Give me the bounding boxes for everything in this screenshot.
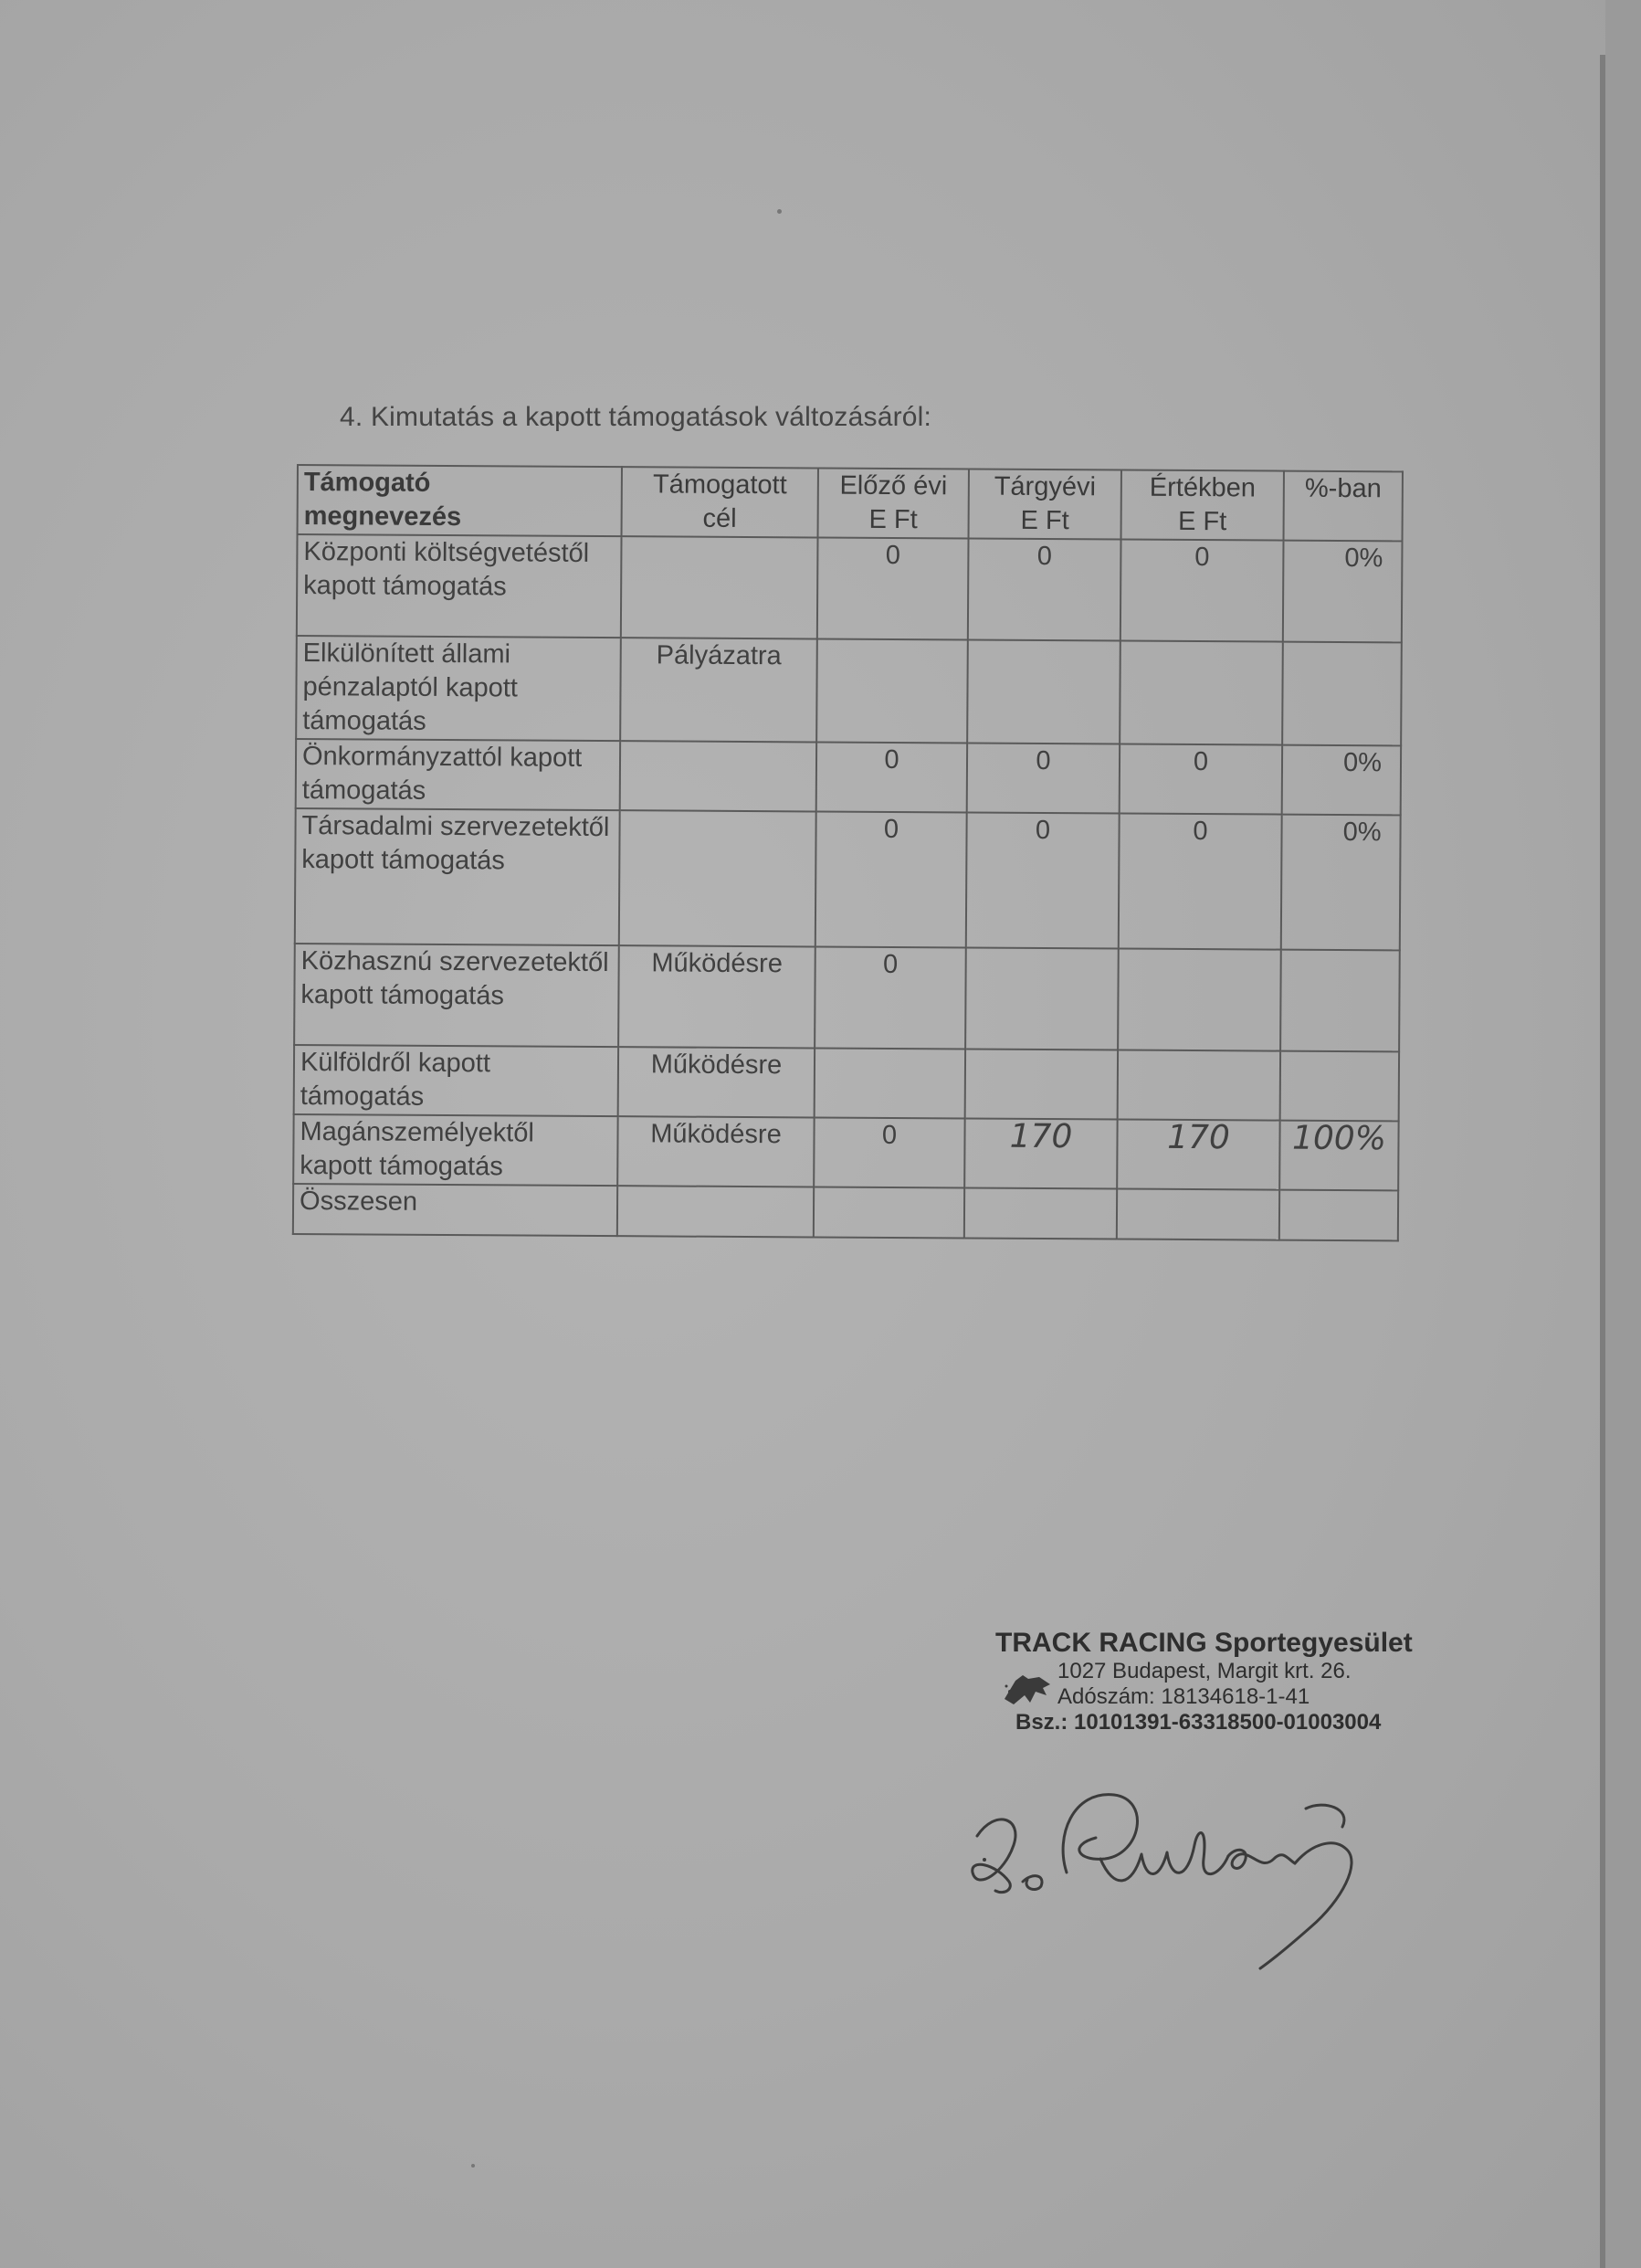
total-cell	[814, 1187, 964, 1238]
row-current: 0	[968, 538, 1121, 640]
row-purpose	[620, 741, 816, 811]
row-value: 0	[1120, 540, 1284, 642]
row-percent	[1280, 1051, 1399, 1122]
row-value-handwritten: 170	[1117, 1120, 1279, 1190]
table-row	[293, 1114, 1398, 1190]
row-name: Külföldről kapott támogatás	[294, 1045, 618, 1116]
row-name: Társadalmi szervezetektől kapott támogatás	[295, 808, 620, 945]
header-percent: %-ban	[1284, 471, 1403, 542]
row-purpose: Működésre	[618, 1047, 815, 1117]
row-previous	[816, 638, 968, 743]
total-cell	[1279, 1190, 1398, 1241]
row-percent: 0%	[1282, 745, 1401, 816]
row-current-handwritten: 170	[964, 1118, 1117, 1188]
total-label: Összesen	[293, 1184, 617, 1236]
row-percent: 0%	[1283, 541, 1403, 643]
stamp-org-name: TRACK RACING Sportegyesület	[995, 1628, 1413, 1658]
row-purpose	[619, 810, 816, 946]
row-current: 0	[966, 812, 1120, 948]
header-value: Értékben E Ft	[1121, 470, 1284, 541]
row-previous	[815, 1048, 965, 1118]
handwritten-signature	[959, 1772, 1434, 1991]
stamp-address: 1027 Budapest, Margit krt. 26.	[1057, 1659, 1352, 1683]
total-row	[293, 1184, 1398, 1240]
row-percent-handwritten: 100%	[1279, 1121, 1398, 1191]
row-name: Önkormányzattól kapott támogatás	[296, 739, 620, 810]
row-previous: 0	[815, 811, 967, 947]
dust-speck	[471, 2164, 475, 2168]
total-cell	[617, 1186, 814, 1237]
dust-speck	[777, 209, 782, 214]
total-cell	[1117, 1189, 1279, 1240]
table-row	[296, 636, 1402, 745]
row-current	[965, 947, 1119, 1050]
row-name: Magánszemélyektől kapott támogatás	[293, 1114, 617, 1186]
horse-logo-icon	[1003, 1672, 1052, 1708]
section-heading: 4. Kimutatás a kapott támogatások változásáról:	[340, 402, 932, 432]
row-value	[1118, 949, 1281, 1051]
row-purpose: Működésre	[617, 1116, 814, 1187]
row-previous: 0	[815, 946, 966, 1049]
table-row	[295, 808, 1401, 950]
total-cell	[964, 1187, 1117, 1239]
table-header-row	[298, 465, 1403, 541]
row-current	[967, 639, 1120, 744]
row-value	[1118, 1050, 1280, 1121]
row-previous: 0	[817, 537, 969, 639]
stamp-tax-number: Adószám: 18134618-1-41	[1057, 1684, 1310, 1709]
support-table	[292, 464, 1404, 1241]
table-row	[294, 1045, 1399, 1121]
row-percent	[1282, 642, 1402, 746]
row-purpose: Pályázatra	[620, 638, 817, 742]
row-percent	[1280, 950, 1400, 1052]
row-current	[965, 1049, 1118, 1119]
row-purpose	[621, 536, 818, 638]
header-supporter: Támogató megnevezés	[298, 465, 622, 536]
header-current-year: Tárgyévi E Ft	[969, 469, 1121, 539]
page-edge-shadow	[1600, 55, 1605, 2268]
row-previous: 0	[814, 1117, 964, 1187]
row-percent: 0%	[1281, 815, 1401, 951]
organization-stamp	[995, 1628, 1470, 1735]
table-row	[294, 944, 1400, 1051]
table-row	[296, 739, 1401, 815]
row-value: 0	[1119, 814, 1282, 950]
row-name: Elkülönített állami pénzalaptól kapott támogatás	[296, 636, 621, 741]
table-row	[297, 534, 1403, 642]
row-value	[1120, 641, 1283, 745]
header-previous-year: Előző évi E Ft	[818, 468, 969, 538]
row-name: Közhasznú szervezetektől kapott támogatás	[294, 944, 619, 1047]
row-previous: 0	[816, 742, 967, 812]
header-purpose: Támogatott cél	[622, 467, 818, 537]
row-current: 0	[967, 743, 1120, 813]
row-value: 0	[1120, 744, 1282, 815]
row-name: Központi költségvetéstől kapott támogatás	[297, 534, 622, 638]
stamp-bank-account: Bsz.: 10101391-63318500-01003004	[1015, 1710, 1382, 1735]
row-purpose: Működésre	[618, 945, 815, 1048]
